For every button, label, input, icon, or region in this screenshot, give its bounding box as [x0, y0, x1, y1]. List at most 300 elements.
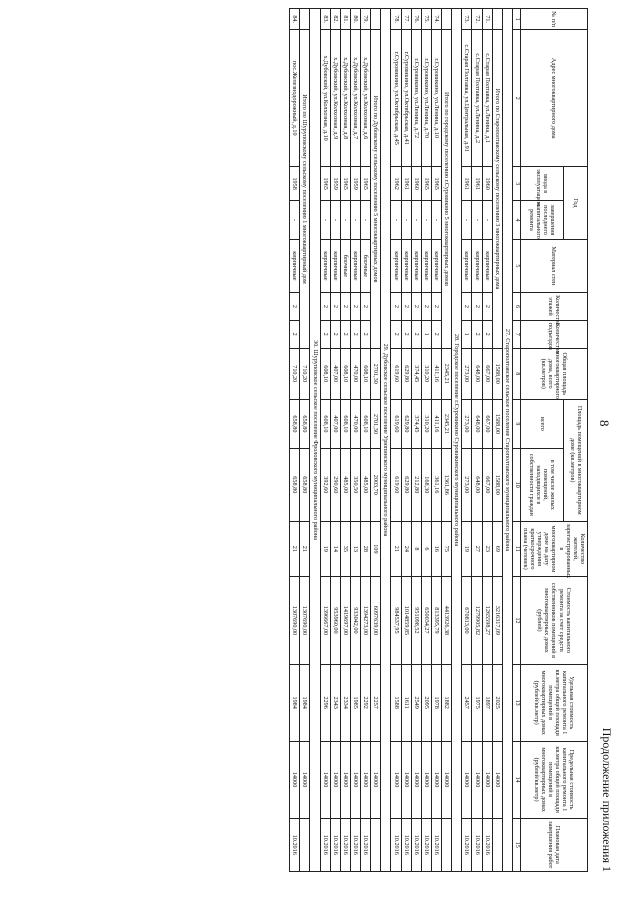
row-repair-cost: 650034,27 [421, 577, 431, 665]
row-residents: 19 [320, 521, 330, 577]
column-index: 2 [512, 30, 520, 167]
row-walls: кирпичные [431, 239, 441, 292]
row-max-cost: 14000 [340, 741, 350, 818]
row-premises-total: 648,00 [472, 399, 482, 448]
column-index: 6 [512, 293, 520, 321]
row-repair-cost: 1307690,00 [290, 577, 300, 665]
row-residents: 13 [350, 521, 360, 577]
row-walls: кирпичные [290, 239, 300, 292]
row-address: г.Суровикино, ул.Ленина, д.10 [431, 30, 441, 167]
table-row [401, 9, 411, 872]
row-total-area: 648,00 [472, 348, 482, 399]
row-number: 81. [340, 9, 350, 30]
row-number: 74. [431, 9, 441, 30]
header-premises-group: Площадь помещений в многоквартирном доме (кв.метров) [564, 399, 588, 521]
row-residents: 19 [462, 521, 472, 577]
section-title-row [381, 9, 391, 872]
row-year-commission: 1961 [401, 167, 411, 201]
row-year-repair: - [411, 201, 421, 239]
row-year-commission: 1965 [361, 167, 371, 201]
row-entrances: 2 [431, 320, 441, 348]
row-walls: кирпичные [391, 239, 401, 292]
row-total-area: 619,60 [391, 348, 401, 399]
row-entrances: 1 [421, 320, 431, 348]
row-total-area: 608,10 [340, 348, 350, 399]
row-entrances: 2 [340, 320, 350, 348]
row-year-repair: - [462, 201, 472, 239]
row-floors: 2 [361, 293, 371, 321]
row-number: 79. [361, 9, 371, 30]
page-number: 8 [597, 420, 612, 427]
section-title: 29. Дубовское сельское поселение Урюпинского муниципального района [381, 9, 391, 872]
table-row [462, 9, 472, 872]
row-unit-cost: 2343 [330, 664, 340, 741]
row-walls: кирпичные [330, 239, 340, 292]
row-address: х.Дубовский, ул.Колхозная, д.6 [361, 30, 371, 167]
row-premises-residential: 350,50 [350, 448, 360, 521]
continuation-label: Продолжение приложения 1 [600, 727, 614, 872]
total-premises-residential: 1588,00 [492, 448, 502, 521]
row-number: 77. [401, 9, 411, 30]
row-walls: кирпичные [421, 239, 431, 292]
row-repair-cost: 813395,79 [431, 577, 441, 665]
row-planned-date: 10.2016 [320, 818, 330, 871]
row-max-cost: 14000 [431, 741, 441, 818]
row-premises-residential: 485,00 [361, 448, 371, 521]
row-unit-cost: 1588 [391, 664, 401, 741]
row-premises-total: 407,00 [330, 399, 340, 448]
row-walls: блочные [340, 239, 350, 292]
row-floors: 2 [290, 293, 300, 321]
row-premises-total: 608,10 [340, 399, 350, 448]
row-year-commission: 1965 [421, 167, 431, 201]
row-residents: 27 [472, 521, 482, 577]
table-row [290, 9, 300, 872]
row-year-commission: 1961 [472, 167, 482, 201]
header-walls: Материал стен [520, 239, 587, 292]
row-floors: 2 [421, 293, 431, 321]
empty-cell [492, 9, 502, 30]
row-floors: 2 [482, 293, 492, 321]
column-index: 14 [512, 741, 520, 818]
row-total-area: 608,10 [361, 348, 371, 399]
row-planned-date: 10.2016 [482, 818, 492, 871]
header-year-group: Год [564, 167, 588, 240]
row-unit-cost: 2334 [340, 664, 350, 741]
total-label: Итого по Старополтавскому сельскому поселению 3 многоквартирных дома [492, 30, 502, 348]
row-premises-total: 667,00 [482, 399, 492, 448]
row-unit-cost: 1984 [290, 664, 300, 741]
total-repair-cost: 3216317,09 [492, 577, 502, 665]
section-title: 28. Городское поселение г.Суровикино Суровикинского муниципального района [452, 9, 462, 872]
row-planned-date: 10.2016 [340, 818, 350, 871]
column-index: 12 [512, 577, 520, 665]
row-floors: 2 [431, 293, 441, 321]
column-index: 7 [512, 320, 520, 348]
column-index: 4 [512, 201, 520, 239]
row-residents: 14 [330, 521, 340, 577]
row-unit-cost: 1611 [401, 664, 411, 741]
row-year-commission: 1965 [320, 167, 330, 201]
column-index: 8 [512, 348, 520, 399]
row-year-repair: - [290, 201, 300, 239]
total-label: Итого по городскому поселению г.Суровикино 5 многоквартирных домов [442, 30, 452, 348]
row-year-repair: - [320, 201, 330, 239]
row-premises-residential: 667,00 [482, 448, 492, 521]
row-planned-date: 10.2016 [391, 818, 401, 871]
header-floors: Количество этажей [520, 293, 587, 321]
row-repair-cost: 1014859,85 [401, 577, 411, 665]
row-number: 84. [290, 9, 300, 30]
row-premises-residential: 290,60 [330, 448, 340, 521]
header-row-1 [564, 9, 588, 872]
row-residents: 35 [340, 521, 350, 577]
row-number: 83. [320, 9, 330, 30]
row-number: 72. [472, 9, 482, 30]
row-max-cost: 14000 [482, 741, 492, 818]
row-unit-cost: 2292 [361, 664, 371, 741]
row-planned-date: 10.2016 [462, 818, 472, 871]
row-premises-total: 310,20 [421, 399, 431, 448]
row-year-commission: 1959 [350, 167, 360, 201]
total-planned-date [442, 818, 452, 871]
row-entrances: 2 [411, 320, 421, 348]
row-repair-cost: 951098,52 [411, 577, 421, 665]
total-area: 2701,30 [371, 348, 381, 399]
table-row [431, 9, 441, 872]
column-index: 10 [512, 448, 520, 521]
row-repair-cost: 933042,00 [350, 577, 360, 665]
empty-cell [371, 9, 381, 30]
header-repair-cost: Стоимость капитального ремонта за счет средств собственников помещений в многоквартирных домах (рублей) [520, 577, 587, 665]
row-planned-date: 10.2016 [361, 818, 371, 871]
row-address: х.Дубовский, ул.Колхозная, д.10 [320, 30, 330, 167]
total-max-cost: 14000 [300, 741, 310, 818]
row-year-repair: - [401, 201, 411, 239]
total-planned-date [371, 818, 381, 871]
table-body [290, 9, 513, 872]
row-max-cost: 14000 [361, 741, 371, 818]
row-unit-cost: 2095 [421, 664, 431, 741]
total-residents: 109 [371, 521, 381, 577]
row-floors: 2 [320, 293, 330, 321]
row-max-cost: 14000 [462, 741, 472, 818]
row-premises-total: 619,60 [391, 399, 401, 448]
table-row [320, 9, 330, 872]
row-premises-total: 470,00 [350, 399, 360, 448]
row-unit-cost: 1978 [431, 664, 441, 741]
table-row [330, 9, 340, 872]
total-unit-cost: 2025 [492, 664, 502, 741]
row-address: х.Дубовский, ул.Колхозная, д.8 [340, 30, 350, 167]
row-address: с.Старая Полтавка, ул.Ленина, д.1 [482, 30, 492, 167]
row-year-commission: 1959 [330, 167, 340, 201]
total-premises: 2345,21 [442, 399, 452, 448]
row-premises-residential: 392,60 [320, 448, 330, 521]
row-floors: 2 [340, 293, 350, 321]
total-premises-residential: 658,80 [300, 448, 310, 521]
row-floors: 2 [330, 293, 340, 321]
row-year-commission: 1962 [391, 167, 401, 201]
row-year-commission: 1961 [462, 167, 472, 201]
row-repair-cost: 1394273,00 [361, 577, 371, 665]
row-premises-residential: 629,80 [401, 448, 411, 521]
row-address: г.Суровикино, ул.Ленина, д.72 [411, 30, 421, 167]
row-address: с.Старая Полтавка, ул.Ленина, д.2 [472, 30, 482, 167]
total-premises: 2701,30 [371, 399, 381, 448]
row-premises-total: 608,10 [320, 399, 330, 448]
section-title-row [452, 9, 462, 872]
row-walls: блочные [361, 239, 371, 292]
row-entrances: 2 [320, 320, 330, 348]
row-premises-residential: 648,00 [472, 448, 482, 521]
row-total-area: 710,20 [290, 348, 300, 399]
row-total-area: 310,20 [421, 348, 431, 399]
section-total-row [300, 9, 310, 872]
row-number: 80. [350, 9, 360, 30]
row-max-cost: 14000 [391, 741, 401, 818]
header-residents: Количество жителей, зарегистрированных в многоквартирном доме на дату утверждения краткосрочного плана (человек) [520, 521, 587, 577]
header-unit-cost: Удельная стоимость капитального ремонта 1 кв.метра общей площади помещений в многоквартирных домах (рублей/кв.метр) [520, 664, 587, 741]
column-index: 1 [512, 9, 520, 30]
row-unit-cost: 1897 [482, 664, 492, 741]
row-max-cost: 14000 [320, 741, 330, 818]
table-row [421, 9, 431, 872]
row-unit-cost: 2296 [320, 664, 330, 741]
row-floors: 2 [350, 293, 360, 321]
column-index: 11 [512, 521, 520, 577]
header-premises-total: всего [520, 399, 563, 448]
row-year-repair: - [330, 201, 340, 239]
total-area: 2345,21 [442, 348, 452, 399]
row-max-cost: 14000 [290, 741, 300, 818]
row-floors: 2 [462, 293, 472, 321]
row-unit-cost: 2457 [462, 664, 472, 741]
table-row [411, 9, 421, 872]
row-residents: 23 [482, 521, 492, 577]
row-address: г.Суровикино, ул.Октябрьская, д.45 [391, 30, 401, 167]
header-year-last-repair: завершения последнего капитального ремонта [520, 201, 563, 239]
total-premises-residential: 2003,70 [371, 448, 381, 521]
row-year-repair: - [340, 201, 350, 239]
column-index: 9 [512, 399, 520, 448]
row-premises-residential: 658,80 [290, 448, 300, 521]
table-row [361, 9, 371, 872]
row-number: 71. [482, 9, 492, 30]
row-year-commission: 1960 [482, 167, 492, 201]
section-title: 27. Старополтавское сельское поселение Старополтавского муниципального района [502, 9, 512, 872]
row-total-area: 273,00 [462, 348, 472, 399]
total-max-cost: 14000 [442, 741, 452, 818]
row-premises-total: 273,00 [462, 399, 472, 448]
row-total-area: 411,16 [431, 348, 441, 399]
row-walls: кирпичные [350, 239, 360, 292]
row-repair-cost: 953960,00 [330, 577, 340, 665]
row-total-area: 374,45 [411, 348, 421, 399]
total-max-cost: 14000 [492, 741, 502, 818]
table-row [472, 9, 482, 872]
row-premises-total: 608,10 [361, 399, 371, 448]
section-title: 30. Шуруповское сельское поселение Фроловского муниципального района [310, 9, 320, 872]
row-entrances: 2 [350, 320, 360, 348]
row-max-cost: 14000 [330, 741, 340, 818]
row-max-cost: 14000 [472, 741, 482, 818]
row-total-area: 470,00 [350, 348, 360, 399]
row-total-area: 629,80 [401, 348, 411, 399]
table-row [350, 9, 360, 872]
row-repair-cost: 1265598,27 [482, 577, 492, 665]
row-repair-cost: 1419697,00 [340, 577, 350, 665]
row-year-repair: - [421, 201, 431, 239]
column-index: 5 [512, 239, 520, 292]
row-address: х.Дубовский, ул.Колхозная, д.7 [350, 30, 360, 167]
total-planned-date [300, 818, 310, 871]
table-row [482, 9, 492, 872]
row-year-repair: - [361, 201, 371, 239]
header-year-commission: ввода в эксплуатацию [520, 167, 563, 201]
row-walls: кирпичные [320, 239, 330, 292]
header-entrances: Количество подъездов [520, 320, 587, 348]
header-planned-date: Плановая дата завершения работ [520, 818, 587, 871]
total-area: 710,20 [300, 348, 310, 399]
row-planned-date: 10.2016 [421, 818, 431, 871]
row-floors: 2 [401, 293, 411, 321]
total-label: Итого по Шуруповскому сельскому поселению 1 многоквартирный дом [300, 30, 310, 348]
total-residents: 69 [492, 521, 502, 577]
row-planned-date: 10.2016 [350, 818, 360, 871]
header-address: Адрес многоквартирного дома [520, 30, 587, 167]
row-entrances: 2 [401, 320, 411, 348]
row-unit-cost: 2549 [411, 664, 421, 741]
row-repair-cost: 1396667,00 [320, 577, 330, 665]
column-index: 3 [512, 167, 520, 201]
row-max-cost: 14000 [411, 741, 421, 818]
row-residents: 6 [421, 521, 431, 577]
total-unit-cost: 2257 [371, 664, 381, 741]
row-year-commission: 1965 [340, 167, 350, 201]
section-title-row [502, 9, 512, 872]
header-max-cost: Предельная стоимость капитального ремонта 1 кв.метра общей площади помещений в многоквартирных домах (рублей/кв.метр) [520, 741, 587, 818]
row-repair-cost: 670813,00 [462, 577, 472, 665]
total-area: 1588,00 [492, 348, 502, 399]
row-planned-date: 10.2016 [401, 818, 411, 871]
table-row [340, 9, 350, 872]
header-total-area: Общая площадь многоквартирного дома, всего (кв.метров) [520, 348, 587, 399]
total-premises: 1588,00 [492, 399, 502, 448]
column-index: 13 [512, 664, 520, 741]
row-total-area: 608,10 [320, 348, 330, 399]
section-total-row [371, 9, 381, 872]
row-total-area: 667,00 [482, 348, 492, 399]
row-year-repair: - [350, 201, 360, 239]
empty-cell [300, 9, 310, 30]
row-entrances: 2 [290, 320, 300, 348]
header-premises-residential: в том числе жилых помещений, находящихся в собственности граждан [520, 448, 563, 521]
total-planned-date [492, 818, 502, 871]
section-title-row [310, 9, 320, 872]
row-premises-total: 658,80 [290, 399, 300, 448]
row-premises-residential: 168,30 [421, 448, 431, 521]
section-total-row [442, 9, 452, 872]
total-unit-cost: 1984 [300, 664, 310, 741]
row-unit-cost: 1985 [350, 664, 360, 741]
total-residents: 21 [300, 521, 310, 577]
row-walls: кирпичные [462, 239, 472, 292]
row-residents: 21 [290, 521, 300, 577]
row-year-commission: 1965 [431, 167, 441, 201]
row-address: с.Старая Полтавка, ул.Центральная, д.91 [462, 30, 472, 167]
row-repair-cost: 984537,95 [391, 577, 401, 665]
total-unit-cost: 1882 [442, 664, 452, 741]
row-max-cost: 14000 [421, 741, 431, 818]
row-number: 82. [330, 9, 340, 30]
total-repair-cost: 1307690,00 [300, 577, 310, 665]
row-repair-cost: 1279905,82 [472, 577, 482, 665]
row-entrances: 2 [330, 320, 340, 348]
row-address: х.Дубовский, ул.Колхозная, д.9 [330, 30, 340, 167]
row-premises-total: 629,80 [401, 399, 411, 448]
row-year-repair: - [391, 201, 401, 239]
row-total-area: 407,00 [330, 348, 340, 399]
total-max-cost: 14000 [371, 741, 381, 818]
total-residents: 75 [442, 521, 452, 577]
row-planned-date: 10.2016 [431, 818, 441, 871]
houses-table [289, 8, 588, 872]
row-premises-residential: 361,16 [431, 448, 441, 521]
row-year-commission: 1958 [290, 167, 300, 201]
row-premises-total: 411,16 [431, 399, 441, 448]
table-row [391, 9, 401, 872]
total-premises: 658,80 [300, 399, 310, 448]
row-entrances: 1 [462, 320, 472, 348]
row-floors: 2 [391, 293, 401, 321]
row-walls: кирпичные [401, 239, 411, 292]
row-entrances: 2 [391, 320, 401, 348]
row-planned-date: 10.2016 [472, 818, 482, 871]
row-planned-date: 10.2016 [290, 818, 300, 871]
row-address: г.Суровикино, ул.Октябрьская, д.41 [401, 30, 411, 167]
row-number: 78. [391, 9, 401, 30]
row-unit-cost: 1975 [472, 664, 482, 741]
row-walls: кирпичные [411, 239, 421, 292]
column-index-row [512, 9, 520, 872]
row-floors: 2 [472, 293, 482, 321]
row-year-repair: - [472, 201, 482, 239]
total-repair-cost: 4413926,38 [442, 577, 452, 665]
row-planned-date: 10.2016 [411, 818, 421, 871]
row-premises-residential: 619,60 [391, 448, 401, 521]
row-residents: 24 [401, 521, 411, 577]
total-premises-residential: 1361,86 [442, 448, 452, 521]
section-total-row [492, 9, 502, 872]
row-residents: 28 [361, 521, 371, 577]
rotated-sheet [20, 0, 620, 880]
row-premises-residential: 212,80 [411, 448, 421, 521]
row-year-commission: 1960 [411, 167, 421, 201]
row-entrances: 2 [472, 320, 482, 348]
row-residents: 21 [391, 521, 401, 577]
row-premises-residential: 485,00 [340, 448, 350, 521]
row-year-repair: - [431, 201, 441, 239]
column-index: 15 [512, 818, 520, 871]
empty-cell [442, 9, 452, 30]
row-number: 75. [421, 9, 431, 30]
row-number: 73. [462, 9, 472, 30]
row-residents: 16 [431, 521, 441, 577]
row-max-cost: 14000 [401, 741, 411, 818]
row-entrances: 2 [482, 320, 492, 348]
row-max-cost: 14000 [350, 741, 360, 818]
